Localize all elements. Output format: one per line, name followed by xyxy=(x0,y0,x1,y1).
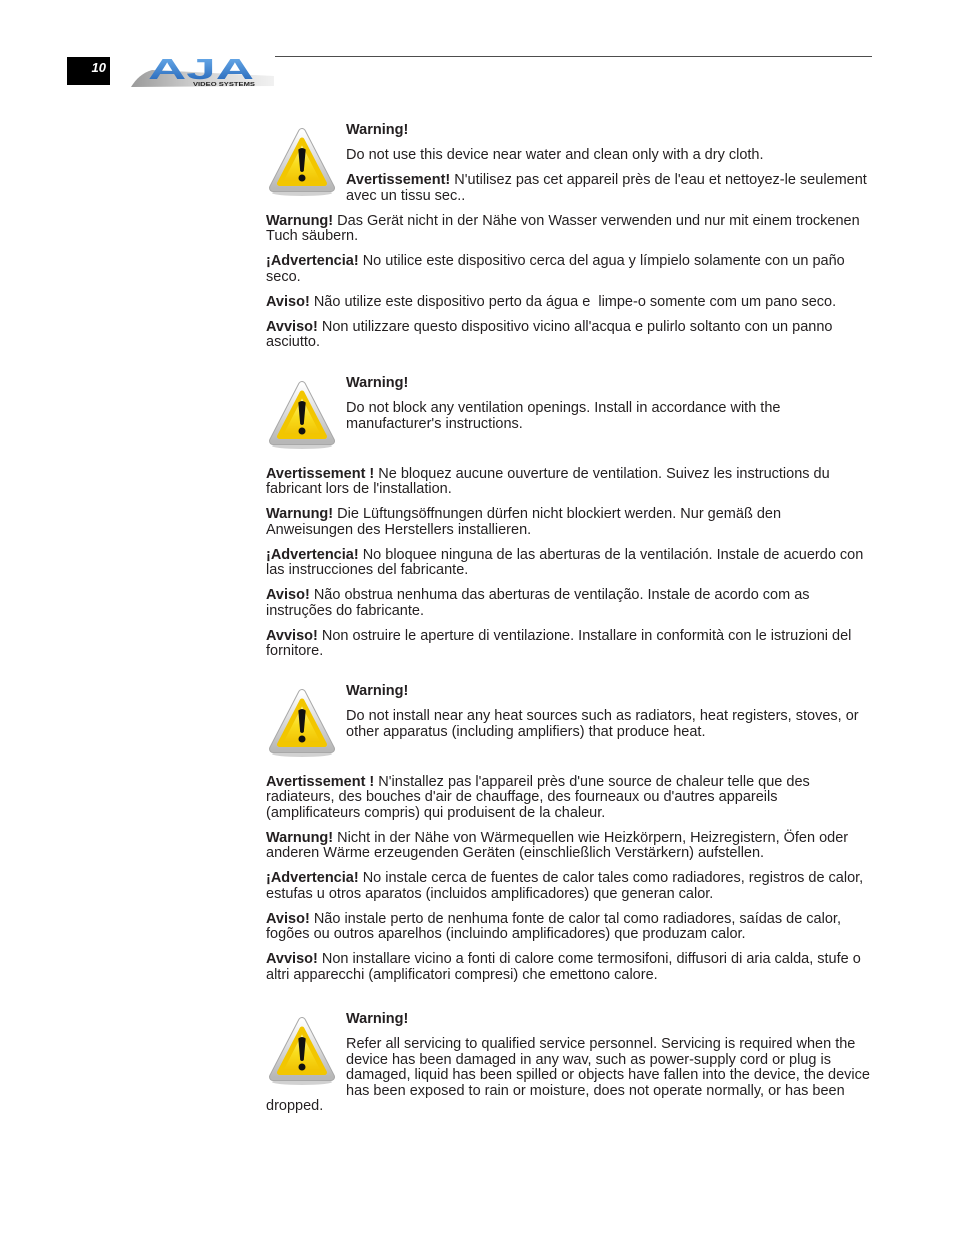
translation-text: Não obstrua nenhuma das aberturas de ventilação. Instale de acordo com as xyxy=(313,587,810,603)
logo-letters: AJA xyxy=(148,55,255,86)
translation-text: No bloquee ninguna de las aberturas de la ventilación. Instale de acuerdo con xyxy=(362,546,864,563)
header-rule xyxy=(275,56,872,57)
warning-heading xyxy=(346,376,872,392)
warning-heading-text: Warning! xyxy=(346,683,409,699)
warning-heading-text: Warning! xyxy=(346,375,409,391)
translation-spanish xyxy=(266,871,872,902)
text-line: seco. xyxy=(266,268,301,285)
translation-text: Die Lüftungsöffnungen dürfen nicht blockiert werden. Nur gemäß den xyxy=(337,506,782,522)
text-line: asciutto. xyxy=(266,334,320,350)
text-line xyxy=(266,295,872,311)
translation-label: Warnung! xyxy=(266,506,334,522)
text-line: Do not use this device near water and clean only with a dry cloth. xyxy=(346,147,764,163)
translation-text: N'installez pas l'appareil près d'une source de chaleur telle que des xyxy=(378,773,810,790)
translation-spanish xyxy=(266,548,872,579)
text-line xyxy=(266,254,872,270)
text-line: fornitore. xyxy=(266,643,324,659)
text-line: fabricant lors de l'installation. xyxy=(266,481,452,497)
warning-english-text xyxy=(346,148,872,164)
text-line xyxy=(266,912,872,928)
translation-label: Warnung! xyxy=(266,829,334,846)
logo-tagline: VIDEO SYSTEMS xyxy=(193,82,256,88)
translation-label: Avviso! xyxy=(266,318,318,335)
warning-block-ventilation xyxy=(266,376,872,669)
warning-header xyxy=(346,684,872,775)
translation-text: No utilice este dispositivo cerca del agua y límpielo solamente con un paño xyxy=(362,253,845,269)
translation-german xyxy=(266,214,872,245)
translation-label: Aviso! xyxy=(266,293,310,310)
warning-triangle-icon xyxy=(268,688,336,758)
aja-logo xyxy=(130,55,275,88)
warning-english-text xyxy=(266,1036,872,1115)
text-line: other apparatus (including amplifiers) that produce heat. xyxy=(346,723,706,740)
translation-french xyxy=(346,173,872,204)
translation-german xyxy=(266,507,872,538)
warning-heading xyxy=(346,123,872,139)
warning-block-heat xyxy=(266,684,872,993)
text-line: instruções do fabricante. xyxy=(266,602,424,619)
translation-text: Não utilize este dispositivo perto da água e limpe-o somente com um pano seco. xyxy=(313,293,837,310)
translation-italian xyxy=(266,629,872,660)
translation-portuguese xyxy=(266,588,872,619)
warning-header xyxy=(346,123,872,214)
text-line: Tuch säubern. xyxy=(266,228,359,244)
text-line xyxy=(266,871,872,887)
warning-triangle-icon xyxy=(268,127,336,197)
warning-block-servicing xyxy=(266,1012,872,1124)
translation-label: Avertissement ! xyxy=(266,465,375,482)
text-line xyxy=(266,831,872,847)
warning-heading-text: Warning! xyxy=(346,122,409,138)
translation-label: Avertissement! xyxy=(346,172,451,188)
translation-text: N'utilisez pas cet appareil près de l'eau et nettoyez-le seulement xyxy=(454,172,867,188)
warning-triangle-icon xyxy=(268,380,336,450)
translation-portuguese xyxy=(266,912,872,943)
translation-label: ¡Advertencia! xyxy=(266,870,359,886)
text-line xyxy=(266,467,872,483)
text-line: manufacturer's instructions. xyxy=(346,415,523,432)
text-line xyxy=(266,507,872,523)
warning-english-text xyxy=(346,401,872,432)
text-line: device has been damaged in any wav, such as power-supply cord or plug is xyxy=(346,1051,831,1068)
translation-text: Ne bloquez aucune ouverture de ventilation. Suivez les instructions du xyxy=(378,465,830,482)
text-line xyxy=(266,588,872,604)
translation-portuguese xyxy=(266,295,872,311)
warning-heading xyxy=(346,1012,872,1028)
text-line xyxy=(266,320,872,336)
translation-text: Non installare vicino a fonti di calore come termosifoni, diffusori di aria calda, stufe o xyxy=(321,951,861,967)
text-line: anderen Wärme erzeugenden Geräten (einschließlich Verstärkern) aufstellen. xyxy=(266,845,765,861)
page-number: 10 xyxy=(67,57,110,85)
translation-text: Nicht in der Nähe von Wärmequellen wie Heizkörpern, Heizregistern, Öfen oder xyxy=(337,829,849,846)
warning-triangle-icon xyxy=(268,1016,336,1086)
text-line: las instrucciones del fabricante. xyxy=(266,562,469,578)
translation-label: Aviso! xyxy=(266,587,310,603)
warning-english-text xyxy=(346,709,872,740)
translation-italian xyxy=(266,320,872,351)
translation-label: Avviso! xyxy=(266,627,318,644)
warning-block-water xyxy=(266,123,872,360)
translation-italian xyxy=(266,952,872,983)
translation-label: Avviso! xyxy=(266,951,318,967)
translation-text: No instale cerca de fuentes de calor tales como radiadores, registros de calor, xyxy=(362,870,864,886)
text-line: dropped. xyxy=(266,1098,324,1114)
translation-label: Warnung! xyxy=(266,212,334,229)
translation-text: Não instale perto de nenhuma fonte de calor tal como radiadores, saídas de calor, xyxy=(313,910,841,927)
translation-text: Das Gerät nicht in der Nähe von Wasser verwenden und nur mit einem trockenen xyxy=(337,212,860,229)
warning-header xyxy=(266,1011,872,1124)
translation-french xyxy=(266,775,872,822)
warning-heading-text: Warning! xyxy=(346,1011,409,1027)
text-line xyxy=(266,775,872,791)
text-line: Do not install near any heat sources such as radiators, heat registers, stoves, or xyxy=(346,708,859,724)
text-line: Anweisungen des Herstellers installieren. xyxy=(266,521,532,538)
text-line: Do not block any ventilation openings. Install in accordance with the xyxy=(346,400,781,416)
text-line: Refer all servicing to qualified service personnel. Servicing is required when the xyxy=(346,1036,856,1052)
warning-heading xyxy=(346,684,872,700)
text-line xyxy=(266,629,872,645)
text-line: (amplificateurs compris) qui produisent de la chaleur. xyxy=(266,804,606,821)
text-line xyxy=(266,952,872,968)
translation-label: ¡Advertencia! xyxy=(266,546,359,563)
text-line xyxy=(266,214,872,230)
text-line: radiateurs, des bouches d'air de chauffage, des fourneaux ou d'autres appareils xyxy=(266,789,778,805)
translation-label: ¡Advertencia! xyxy=(266,253,359,269)
text-line: altri apparecchi (amplificatori compresi) che emettono calore. xyxy=(266,966,658,983)
translation-label: Aviso! xyxy=(266,910,310,927)
translation-german xyxy=(266,831,872,862)
translation-spanish xyxy=(266,254,872,285)
translation-text: Non utilizzare questo dispositivo vicino all'acqua e pulirlo soltanto con un panno xyxy=(321,318,833,335)
warning-header xyxy=(346,376,872,467)
text-line: estufas u otros aparatos (incluidos amplificadores) que generan calor. xyxy=(266,885,714,902)
text-line xyxy=(346,173,872,189)
translation-label: Avertissement ! xyxy=(266,773,375,790)
translation-french xyxy=(266,467,872,498)
text-line: damaged, liquid has been spilled or objects have fallen into the device, the device xyxy=(346,1067,870,1083)
text-line: has been exposed to rain or moisture, does not operate normally, or has been xyxy=(346,1082,845,1099)
text-line: fogões ou outros aparelhos (incluindo amplificadores) que produzam calor. xyxy=(266,926,746,942)
translation-text: Non ostruire le aperture di ventilazione. Installare in conformità con le istruzioni del xyxy=(321,627,852,644)
text-line xyxy=(266,548,872,564)
text-line: avec un tissu sec.. xyxy=(346,187,466,204)
